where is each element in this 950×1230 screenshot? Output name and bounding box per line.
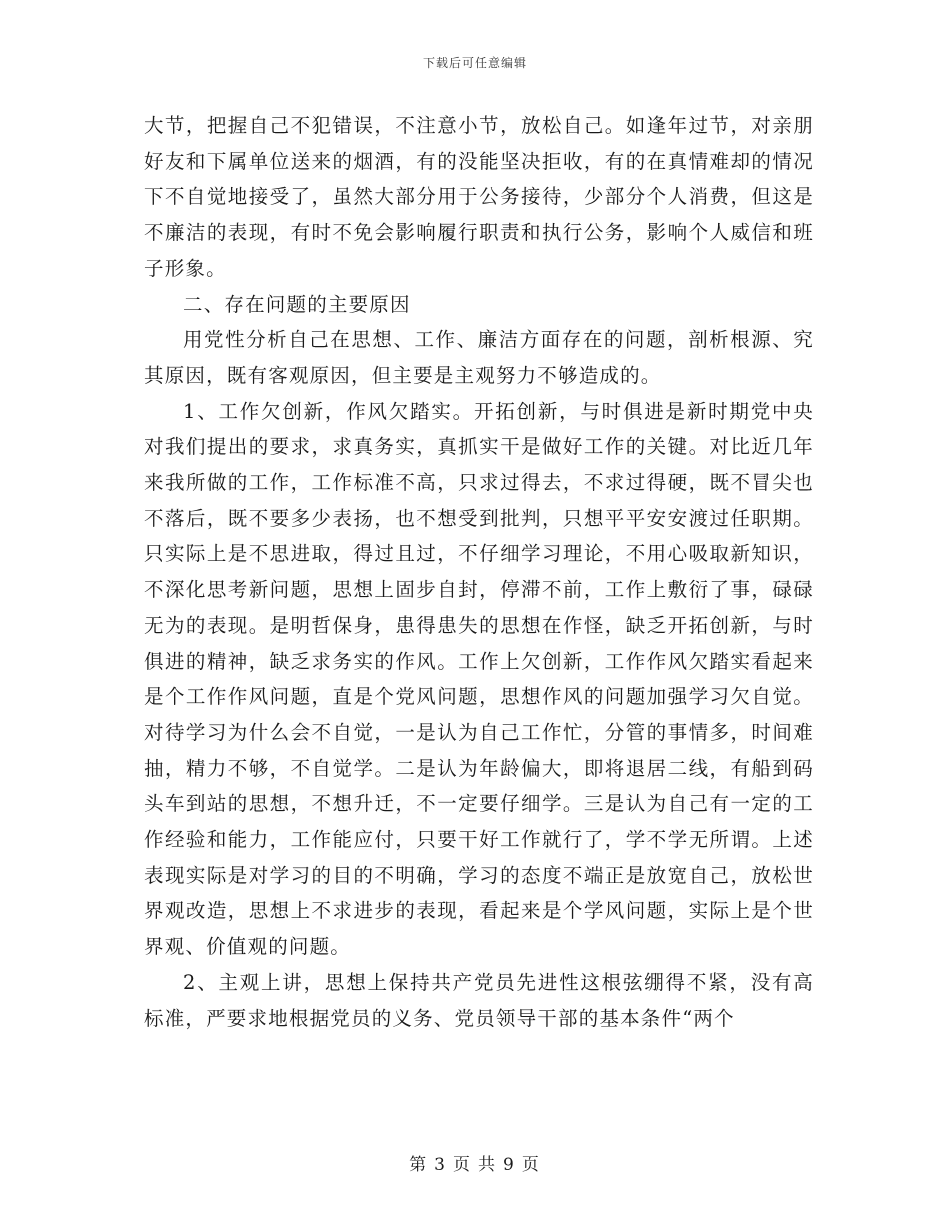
total-unit-label: 页: [521, 1155, 541, 1175]
page-label: 第: [409, 1155, 429, 1175]
total-label: 共: [478, 1155, 497, 1175]
document-body: [144, 108, 814, 1036]
total-pages-number: 9: [503, 1155, 516, 1175]
page-unit-label: 页: [453, 1155, 472, 1175]
page-header: 下载后可任意编辑: [422, 56, 527, 70]
paragraph: 2、主观上讲，思想上保持共产党员先进性这根弦绷得不紧，没有高标准，严要求地根据党员的义务、党员领导干部的基本条件“两个: [144, 970, 814, 1030]
paragraph: 1、工作欠创新，作风欠踏实。开拓创新，与时俱进是新时期党中央对我们提出的要求，求真务实，真抓实干是做好工作的关键。对比近几年来我所做的工作，工作标准不高，只求过得去，不求过得硬，既不冒尖也不落后，既不要多少表扬，也不想受到批判，只想平平安安渡过任职期。只实际上是不思进取，得过且过，不仔细学习理论，不用心吸取新知识，不深化思考新问题，思想上固步自封，停滞不前，工作上敷衍了事，碌碌无为的表现。是明哲保身，患得患失的思想在作怪，缺乏开拓创新，与时俱进的精神，缺乏求务实的作风。工作上欠创新，工作作风欠踏实看起来是个工作作风问题，直是个党风问题，思想作风的问题加强学习欠自觉。对待学习为什么会不自觉，一是认为自己工作忙，分管的事情多，时间难抽，精力不够，不自觉学。二是认为年龄偏大，即将退居二线，有船到码头车到站的思想，不想升迁，不一定要仔细学。三是认为自己有一定的工作经验和能力，工作能应付，只要干好工作就行了，学不学无所谓。上述表现实际是对学习的目的不明确，学习的态度不端正是放宽自己，放松世界观改造，思想上不求进步的表现，看起来是个学风问题，实际上是个世界观、价值观的问题。: [144, 399, 814, 959]
paragraph: 用党性分析自己在思想、工作、廉洁方面存在的问题，剖析根源、究其原因，既有客观原因，但主要是主观努力不够造成的。: [144, 328, 814, 387]
current-page-number: 3: [434, 1155, 447, 1175]
paragraph: 大节，把握自己不犯错误，不注意小节，放松自己。如逢年过节，对亲朋好友和下属单位送来的烟酒，有的没能坚决拒收，有的在真情难却的情况下不自觉地接受了，虽然大部分用于公务接待，少部分个人消费，但这是不廉洁的表现，有时不免会影响履行职责和执行公务，影响个人威信和班子形象。: [144, 114, 814, 280]
section-heading: 二、存在问题的主要原因: [183, 292, 411, 316]
page-footer: [0, 1150, 950, 1175]
